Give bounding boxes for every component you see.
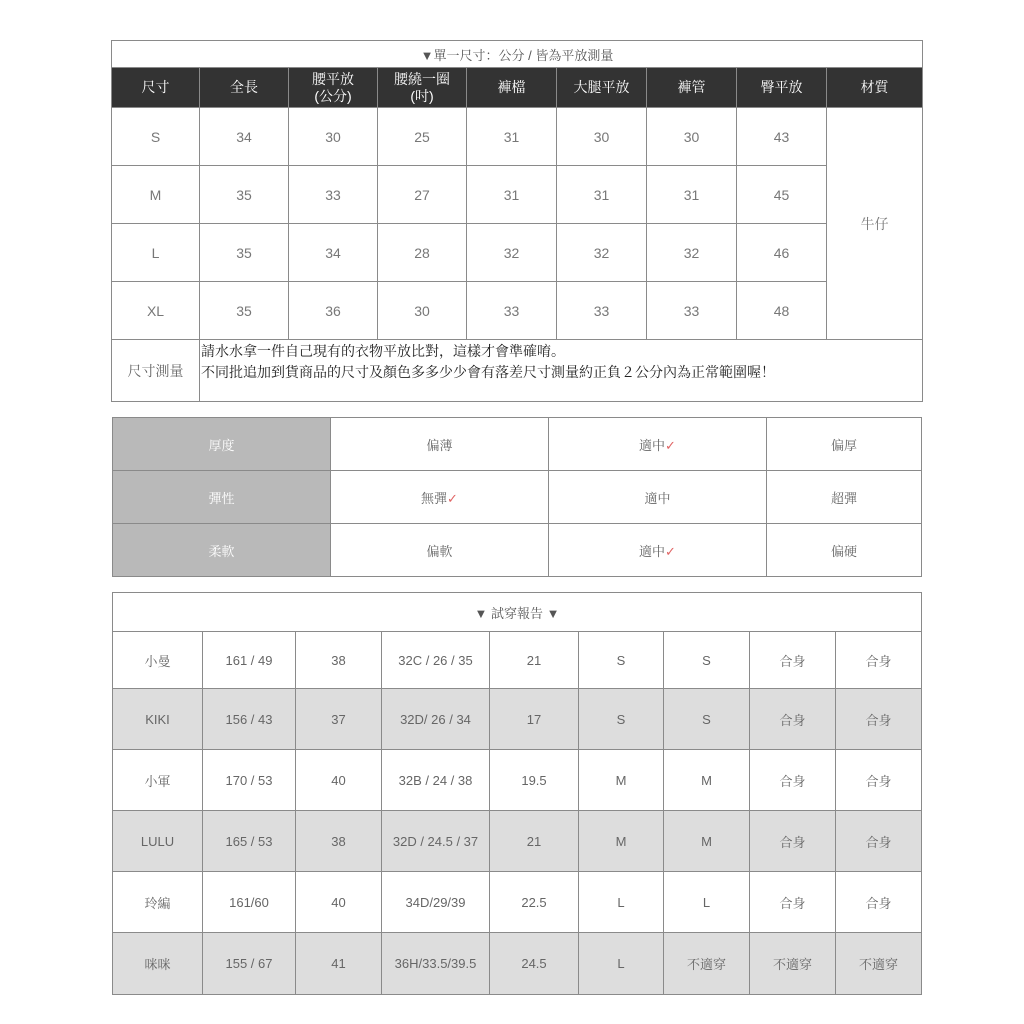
- size-row-xl: [112, 282, 923, 340]
- fabric-label: 柔軟: [113, 524, 331, 577]
- rise-value: 31: [467, 108, 557, 166]
- option-text: 偏薄: [426, 437, 453, 453]
- header-label: 腰繞一圈: [394, 70, 450, 87]
- height-weight: 155 / 67: [203, 933, 296, 995]
- fabric-option: [767, 418, 922, 471]
- note-label: 尺寸測量: [112, 340, 200, 402]
- thigh-value: 30: [557, 108, 647, 166]
- header-label: 材質: [860, 79, 889, 95]
- body-measurements: 32D / 24.5 / 37: [382, 811, 490, 872]
- fabric-row-elasticity: [113, 471, 922, 524]
- length-value: 35: [200, 224, 289, 282]
- leg-opening-value: 33: [647, 282, 737, 340]
- option-text: 無彈: [421, 490, 448, 506]
- thigh-value: 32: [557, 224, 647, 282]
- tried-size: M: [664, 750, 750, 811]
- fit-result: 合身: [836, 811, 922, 872]
- check-mark-icon: ✓: [665, 437, 676, 453]
- height-weight: 161 / 49: [203, 632, 296, 689]
- waist-flat-value: 34: [289, 224, 378, 282]
- waist-flat-value: 30: [289, 108, 378, 166]
- fabric-option: [549, 471, 767, 524]
- option-text: 偏軟: [426, 543, 453, 559]
- header-label: 褲檔: [497, 79, 526, 95]
- fabric-option: [767, 524, 922, 577]
- header-unit: (吋): [410, 87, 434, 104]
- tryon-title: ▼ 試穿報告 ▼: [113, 593, 922, 632]
- height-weight: 161/60: [203, 872, 296, 933]
- height-weight: 165 / 53: [203, 811, 296, 872]
- rise-value: 31: [467, 166, 557, 224]
- fit-result: 合身: [750, 632, 836, 689]
- waist-around-value: 25: [378, 108, 467, 166]
- body-measurements: 34D/29/39: [382, 872, 490, 933]
- tester-name: 小曼: [113, 632, 203, 689]
- header-label: 褲管: [677, 79, 706, 95]
- tried-size: M: [579, 811, 664, 872]
- tryon-value: 41: [296, 933, 382, 995]
- body-measurements: 32B / 24 / 38: [382, 750, 490, 811]
- tried-size: S: [664, 689, 750, 750]
- fabric-option: [767, 471, 922, 524]
- header-waist-flat: [289, 68, 378, 108]
- fabric-option: [331, 418, 549, 471]
- height-weight: 156 / 43: [203, 689, 296, 750]
- fit-result: 合身: [750, 750, 836, 811]
- size-label: L: [112, 224, 200, 282]
- tryon-value: 40: [296, 872, 382, 933]
- size-chart-title-row: [112, 41, 923, 68]
- header-label: 尺寸: [141, 79, 170, 95]
- tester-name: 咪咪: [113, 933, 203, 995]
- fit-result: 合身: [836, 689, 922, 750]
- material-value: 牛仔: [827, 108, 923, 340]
- tried-size: S: [664, 632, 750, 689]
- fabric-properties-table: [112, 417, 922, 577]
- option-text: 偏厚: [830, 437, 857, 453]
- tried-size: M: [664, 811, 750, 872]
- leg-opening-value: 32: [647, 224, 737, 282]
- fit-result: 合身: [750, 811, 836, 872]
- fabric-option: [549, 524, 767, 577]
- tried-size: 不適穿: [664, 933, 750, 995]
- tryon-value: 22.5: [490, 872, 579, 933]
- hip-value: 43: [737, 108, 827, 166]
- body-measurements: 32C / 26 / 35: [382, 632, 490, 689]
- body-measurements: 32D/ 26 / 34: [382, 689, 490, 750]
- tryon-title-row: [113, 593, 922, 632]
- header-unit: (公分): [314, 87, 352, 104]
- waist-around-value: 27: [378, 166, 467, 224]
- fabric-row-thickness: [113, 418, 922, 471]
- header-rise: [467, 68, 557, 108]
- waist-flat-value: 33: [289, 166, 378, 224]
- option-text: 適中: [639, 543, 666, 559]
- tryon-value: 21: [490, 632, 579, 689]
- tryon-row: [113, 933, 922, 995]
- size-note: [200, 340, 923, 402]
- tryon-value: 38: [296, 811, 382, 872]
- fabric-option: [331, 471, 549, 524]
- size-chart-table: [111, 40, 923, 402]
- tryon-row: [113, 689, 922, 750]
- length-value: 35: [200, 282, 289, 340]
- tryon-row: [113, 632, 922, 689]
- tryon-row: [113, 811, 922, 872]
- size-chart-header-row: [112, 68, 923, 108]
- header-size: [112, 68, 200, 108]
- tester-name: KIKI: [113, 689, 203, 750]
- fit-result: 合身: [750, 689, 836, 750]
- tryon-value: 24.5: [490, 933, 579, 995]
- tried-size: L: [664, 872, 750, 933]
- fabric-option: [549, 418, 767, 471]
- fit-result: 合身: [750, 872, 836, 933]
- tried-size: S: [579, 632, 664, 689]
- fabric-label: 厚度: [113, 418, 331, 471]
- header-leg-opening: [647, 68, 737, 108]
- waist-around-value: 28: [378, 224, 467, 282]
- thigh-value: 31: [557, 166, 647, 224]
- option-text: 適中: [644, 490, 671, 506]
- option-text: 超彈: [830, 490, 857, 506]
- size-note-row: [112, 340, 923, 402]
- tryon-value: 38: [296, 632, 382, 689]
- tryon-value: 40: [296, 750, 382, 811]
- leg-opening-value: 30: [647, 108, 737, 166]
- size-row-m: [112, 166, 923, 224]
- header-thigh: [557, 68, 647, 108]
- size-label: S: [112, 108, 200, 166]
- rise-value: 33: [467, 282, 557, 340]
- fit-result: 合身: [836, 872, 922, 933]
- waist-around-value: 30: [378, 282, 467, 340]
- size-row-s: [112, 108, 923, 166]
- hip-value: 45: [737, 166, 827, 224]
- tester-name: LULU: [113, 811, 203, 872]
- fabric-option: [331, 524, 549, 577]
- height-weight: 170 / 53: [203, 750, 296, 811]
- fit-result: 不適穿: [750, 933, 836, 995]
- tried-size: L: [579, 872, 664, 933]
- header-length: [200, 68, 289, 108]
- length-value: 34: [200, 108, 289, 166]
- tryon-value: 37: [296, 689, 382, 750]
- tried-size: L: [579, 933, 664, 995]
- fit-result: 合身: [836, 750, 922, 811]
- option-text: 偏硬: [830, 543, 857, 559]
- note-line: 不同批追加到貨商品的尺寸及顏色多多少少會有落差尺寸測量約正負２公分內為正常範圍喔！: [201, 364, 775, 380]
- header-label: 臀平放: [760, 79, 803, 95]
- tryon-value: 17: [490, 689, 579, 750]
- hip-value: 46: [737, 224, 827, 282]
- tryon-value: 21: [490, 811, 579, 872]
- header-label: 全長: [230, 79, 258, 95]
- header-material: [827, 68, 923, 108]
- tryon-report-table: [112, 592, 922, 995]
- tester-name: 小軍: [113, 750, 203, 811]
- thigh-value: 33: [557, 282, 647, 340]
- leg-opening-value: 31: [647, 166, 737, 224]
- header-label: 大腿平放: [573, 79, 630, 95]
- size-chart-title: ▼單一尺寸：公分 / 皆為平放測量: [112, 41, 923, 68]
- tryon-row: [113, 872, 922, 933]
- note-line: 請水水拿一件自己現有的衣物平放比對，這樣才會準確唷。: [201, 343, 565, 359]
- option-text: 適中: [639, 437, 666, 453]
- check-mark-icon: ✓: [665, 543, 676, 559]
- fabric-row-softness: [113, 524, 922, 577]
- header-waist-around: [378, 68, 467, 108]
- check-mark-icon: ✓: [447, 490, 458, 506]
- length-value: 35: [200, 166, 289, 224]
- waist-flat-value: 36: [289, 282, 378, 340]
- tryon-row: [113, 750, 922, 811]
- tester-name: 玲編: [113, 872, 203, 933]
- tried-size: M: [579, 750, 664, 811]
- size-label: XL: [112, 282, 200, 340]
- header-hip: [737, 68, 827, 108]
- header-label: 腰平放: [312, 70, 354, 87]
- tried-size: S: [579, 689, 664, 750]
- rise-value: 32: [467, 224, 557, 282]
- body-measurements: 36H/33.5/39.5: [382, 933, 490, 995]
- size-row-l: [112, 224, 923, 282]
- tryon-value: 19.5: [490, 750, 579, 811]
- fit-result: 不適穿: [836, 933, 922, 995]
- size-label: M: [112, 166, 200, 224]
- fit-result: 合身: [836, 632, 922, 689]
- fabric-label: 彈性: [113, 471, 331, 524]
- hip-value: 48: [737, 282, 827, 340]
